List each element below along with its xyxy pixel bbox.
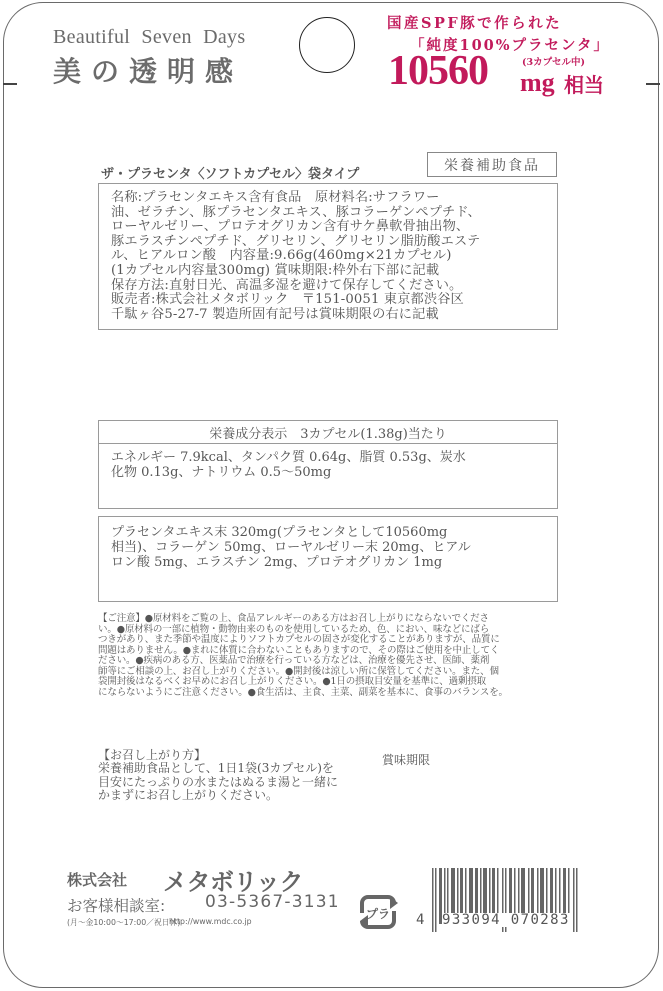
company-url: http://www.mdc.co.jp (169, 917, 252, 926)
ingredient-line: 相当)、コラーゲン 50mg、ローヤルゼリー末 20mg、ヒアル (111, 540, 471, 555)
promo-note: (3カプセル中) (522, 57, 586, 68)
caution-notes (98, 614, 560, 698)
label-line: ル、ヒアルロン酸 内容量:9.66g(460mg×21カプセル) (111, 248, 452, 264)
promo-unit: mg (520, 68, 555, 97)
nutrition-facts-box (98, 420, 558, 509)
nutrition-line: 化物 0.13g、ナトリウム 0.5～50mg (111, 465, 332, 480)
label-line: 油、ゼラチン、豚プラセンタエキス、豚コラーゲンペプチド、 (111, 204, 481, 220)
label-line: 保存方法:直射日光、高温多湿を避けて保存してください。 (111, 277, 463, 293)
caution-line: い。●原材料の一部に植物・動物由来のものを使用しているため、色、におい、味などにばら (98, 623, 490, 635)
svg-text:プラ: プラ (365, 907, 391, 921)
how-to-take-section (98, 748, 338, 803)
caution-line: 袋開封後はなるべくお早めにお召し上がりください。●1日の摂取目安量を基準に、過剰摂取 (98, 676, 487, 687)
hang-hole (299, 17, 355, 73)
caution-line: にならないようにご注意ください。●食生活は、主食、主菜、副菜を基本に、食事のバランスを。 (98, 686, 508, 698)
promo-amount: 10560 (388, 48, 488, 94)
support-hours: (月～金10:00～17:00／祝日休) (67, 918, 181, 927)
promo-line-1: 国産SPF豚で作られた (387, 15, 563, 32)
brand-japanese-title: 美の透明感 (53, 55, 244, 88)
caution-line: 【ご注意】●原材料をご覧の上、食品アレルギーのある方はお召し上がりにならないでくださ (98, 613, 489, 624)
how-to-take-title: 【お召し上がり方】 (98, 748, 207, 762)
caution-line: 問題はありません。●まれに体質に合わないこともありますので、その際はご使用を中止してく (98, 644, 500, 656)
promo-unit-suffix: 相当 (564, 73, 604, 97)
label-line: 販売者:株式会社メタボリック 〒151-0051 東京都渋谷区 (111, 292, 464, 308)
label-line: (1カプセル内容量300mg) 賞味期限:枠外右下部に記載 (111, 262, 440, 278)
label-line: 千駄ヶ谷5-27-7 製造所固有記号は賞味期限の右に記載 (111, 306, 439, 322)
caution-line: 師等にご相談の上、お召し上がりください。●開封後は涼しい所に保管してください。また、個 (98, 665, 499, 677)
ingredient-line: プラセンタエキス末 320mg(プラセンタとして10560mg (111, 525, 448, 540)
ingredient-amounts-box (98, 516, 558, 602)
fold-mark-right (646, 83, 660, 85)
best-before-label: 賞味期限 (382, 753, 431, 767)
label-line: ローヤルゼリー、プロテオグリカン含有サケ鼻軟骨抽出物、 (111, 219, 470, 235)
fold-mark-left (3, 83, 17, 85)
label-line: 豚エラスチンペプチド、グリセリン、グリセリン脂肪酸エステ (111, 233, 481, 249)
caution-line: つきがあり、また季節や温度によりソフトカプセルの固さが変化することがありますが、品質に (98, 634, 500, 645)
nutrition-body (99, 444, 557, 480)
caution-line: ださい。●疾病のある方、医薬品で治療を行っている方などは、治療を優先させ、医師、薬剤 (98, 655, 490, 666)
plastic-recycle-icon (358, 893, 400, 931)
category-badge: 栄養補助食品 (427, 152, 557, 177)
nutrition-line: エネルギー 7.9kcal、タンパク質 0.64g、脂質 0.53g、炭水 (111, 450, 466, 465)
brand-english-title: Beautiful Seven Days (53, 26, 246, 48)
nutrition-header: 栄養成分表示 3カプセル(1.38g)当たり (99, 421, 557, 444)
company-name: メタボリック (163, 868, 304, 896)
barcode-digits: 933094 070283 (442, 912, 570, 928)
product-type-label: ザ・プラセンタ〈ソフトカプセル〉袋タイプ (101, 167, 360, 182)
barcode-first-digit: 4 (416, 912, 426, 928)
ingredient-line: ロン酸 5mg、エラスチン 2mg、プロテオグリカン 1mg (111, 555, 443, 570)
company-prefix: 株式会社 (67, 871, 128, 889)
how-to-take-line: 栄養補助食品として、1日1袋(3カプセル)を (98, 761, 334, 775)
label-line: 名称:プラセンタエキス含有食品 原材料名:サフラワー (111, 190, 440, 205)
how-to-take-line: かまずにお召し上がりください。 (98, 788, 279, 802)
how-to-take-line: 目安にたっぷりの水またはぬるま湯と一緒に (98, 774, 339, 789)
support-label: お客様相談室: (67, 897, 166, 915)
promo-line-2: 「純度100%プラセンタ」 (410, 37, 610, 54)
support-phone: 03-5367-3131 (205, 892, 340, 912)
product-label-box (98, 183, 558, 330)
